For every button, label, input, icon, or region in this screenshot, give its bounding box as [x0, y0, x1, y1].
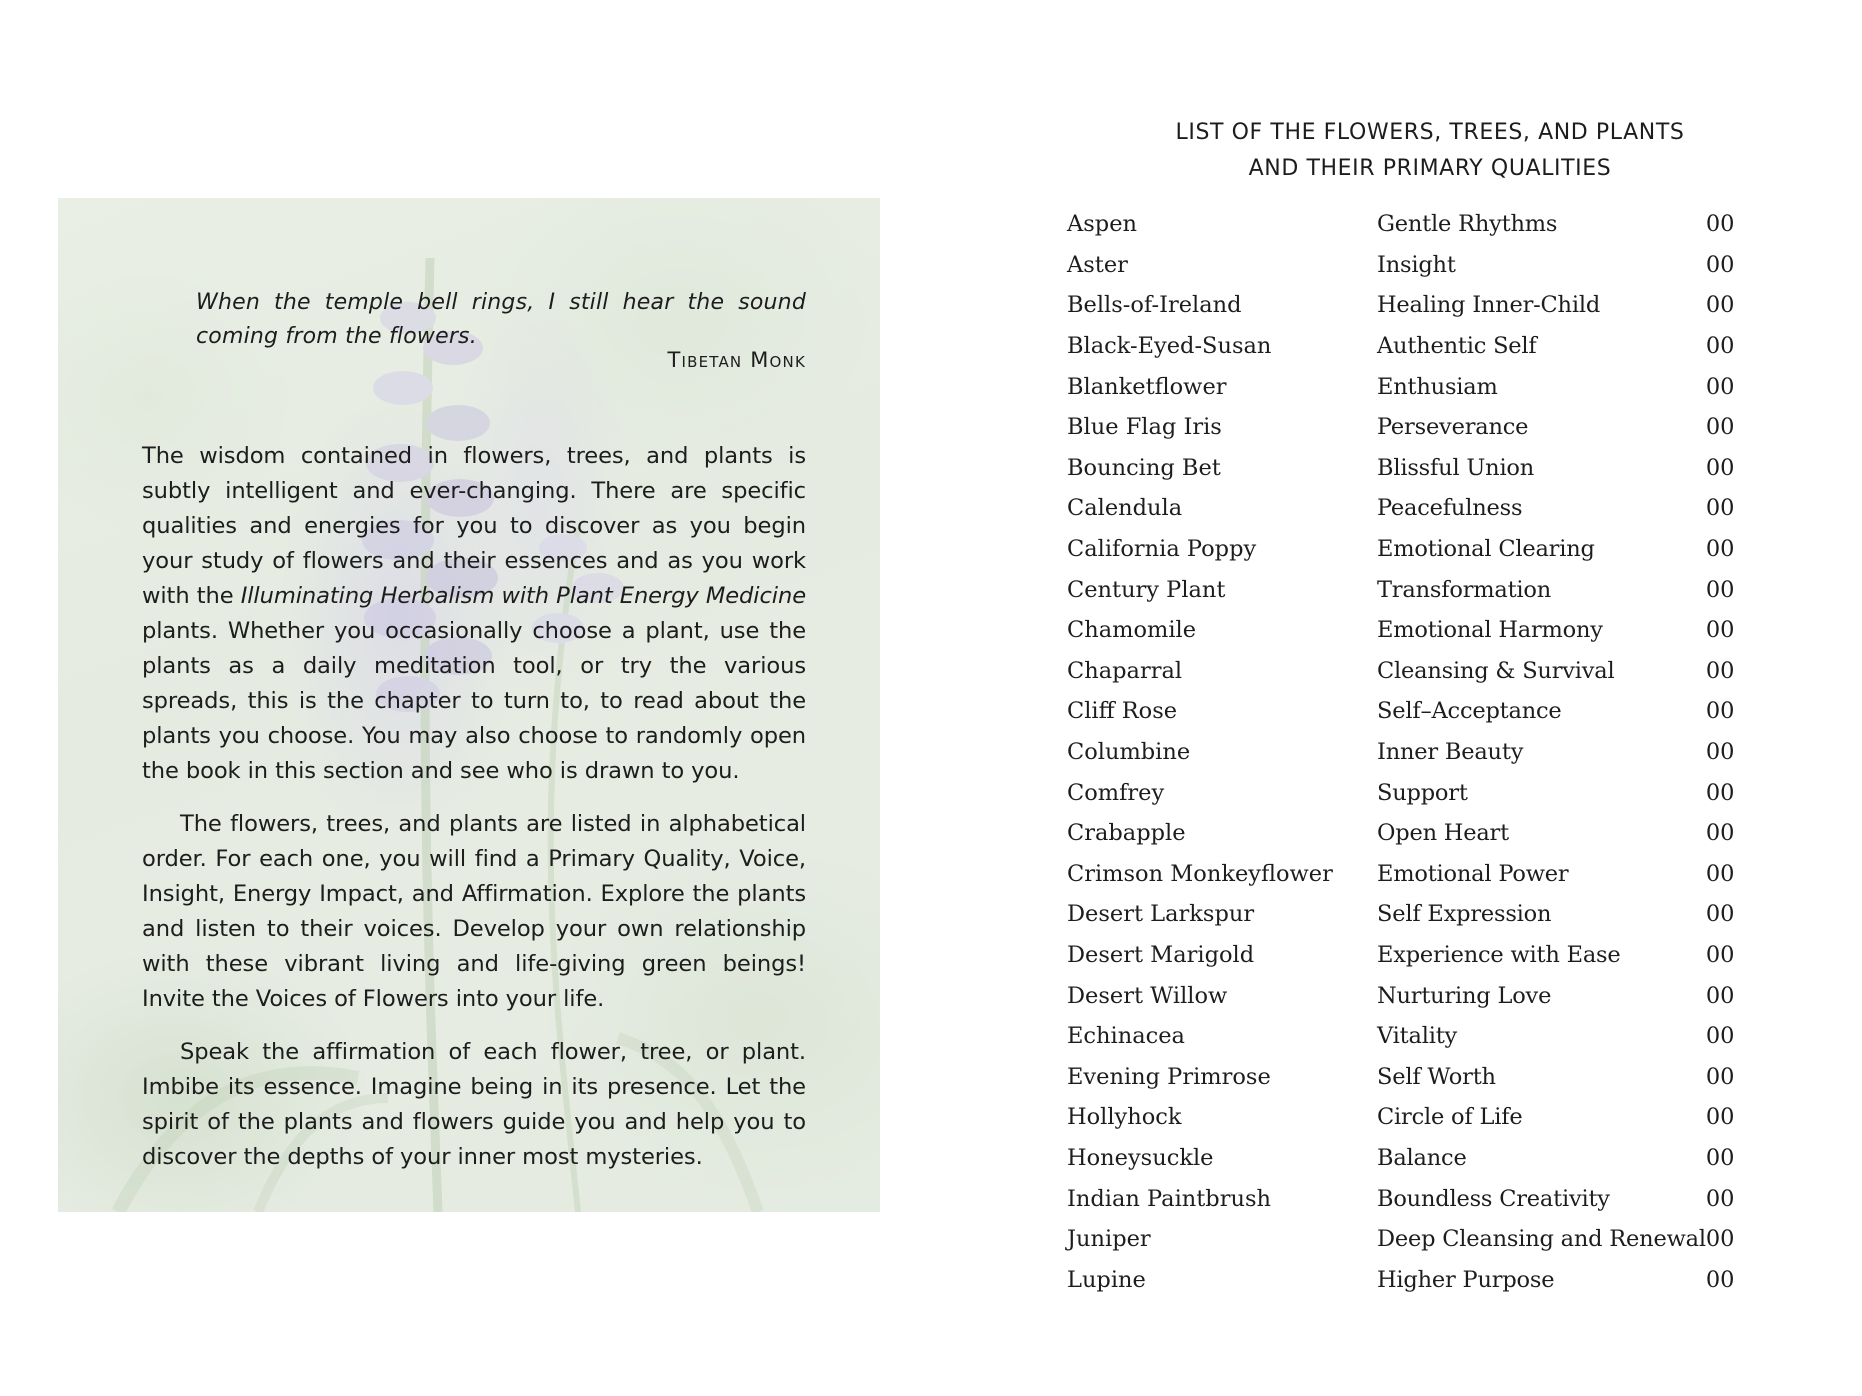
primary-quality: Nurturing Love [1377, 982, 1552, 1009]
page-number: 00 [1705, 820, 1735, 847]
page-number: 00 [1705, 657, 1735, 684]
plant-name: Aspen [1067, 211, 1138, 238]
list-title-line-1: LIST OF THE FLOWERS, TREES, AND PLANTS [1175, 120, 1685, 145]
primary-quality: Deep Cleansing and Renewal [1377, 1226, 1706, 1253]
table-row [1067, 975, 1756, 1016]
primary-quality: Emotional Power [1377, 860, 1569, 887]
page-number: 00 [1705, 617, 1735, 644]
primary-quality: Emotional Clearing [1377, 536, 1595, 563]
page-number: 00 [1705, 495, 1735, 522]
page-number: 00 [1705, 454, 1735, 481]
left-page-panel [58, 198, 880, 1212]
page-number: 00 [1705, 333, 1735, 360]
primary-quality: Transformation [1377, 576, 1552, 603]
page-number: 00 [1705, 414, 1735, 441]
page-number: 00 [1705, 739, 1735, 766]
table-row [1067, 1056, 1756, 1097]
primary-quality: Blissful Union [1377, 454, 1535, 481]
table-row [1067, 1138, 1756, 1179]
plant-name: Hollyhock [1067, 1104, 1182, 1131]
plant-name: Crabapple [1067, 820, 1186, 847]
primary-quality: Perseverance [1377, 414, 1529, 441]
plant-name: Comfrey [1067, 779, 1165, 806]
primary-quality: Authentic Self [1377, 333, 1537, 360]
table-row [1067, 894, 1756, 935]
plant-name: California Poppy [1067, 536, 1257, 563]
list-title-line-2: AND THEIR PRIMARY QUALITIES [1248, 156, 1612, 181]
table-row [1067, 245, 1756, 286]
table-row [1067, 204, 1756, 245]
plant-name: Bouncing Bet [1067, 454, 1221, 481]
plant-name: Aster [1067, 251, 1128, 278]
primary-quality: Boundless Creativity [1377, 1185, 1610, 1212]
table-row [1067, 691, 1756, 732]
primary-quality: Healing Inner-Child [1377, 292, 1601, 319]
paragraph-3: Speak the affirmation of each flower, tree, or plant. Imbibe its essence. Imagine being in its presence. Let the spirit of the plants and flowers guide you and help you to discover the depths of your inner most mysteries. [142, 1039, 806, 1170]
plant-name: Echinacea [1067, 1023, 1185, 1050]
plant-name: Desert Marigold [1067, 941, 1255, 968]
primary-quality: Peacefulness [1377, 495, 1523, 522]
primary-quality: Self–Acceptance [1377, 698, 1562, 725]
table-row [1067, 1219, 1756, 1260]
plant-name: Honeysuckle [1067, 1144, 1214, 1171]
table-row [1067, 569, 1756, 610]
primary-quality: Gentle Rhythms [1377, 211, 1558, 238]
table-row [1067, 285, 1756, 326]
plant-name: Century Plant [1067, 576, 1226, 603]
primary-quality: Inner Beauty [1377, 739, 1524, 766]
page-number: 00 [1705, 901, 1735, 928]
table-row [1067, 772, 1756, 813]
plant-qualities-rows [1067, 204, 1756, 1300]
table-row [1067, 529, 1756, 570]
page-number: 00 [1705, 373, 1735, 400]
table-row [1067, 854, 1756, 895]
plant-name: Cliff Rose [1067, 698, 1178, 725]
page-number: 00 [1705, 251, 1735, 278]
plant-name: Chamomile [1067, 617, 1197, 644]
intro-body-text [142, 439, 806, 1193]
table-row [1067, 935, 1756, 976]
page-number: 00 [1705, 1144, 1735, 1171]
page-number: 00 [1705, 779, 1735, 806]
plant-name: Evening Primrose [1067, 1063, 1271, 1090]
page-number: 00 [1705, 292, 1735, 319]
paragraph-2: The flowers, trees, and plants are listed in alphabetical order. For each one, you will find a Primary Quality, Voice, Insight, Energy Impact, and Affirmation. Explore the plants and listen to their voices. Develop your own relationship with these vibrant living and life-giving green beings! Invite the Voices of Flowers into your life. [142, 811, 806, 1012]
epigraph-author: Tibetan Monk [667, 348, 806, 372]
primary-quality: Enthusiam [1377, 373, 1498, 400]
table-row [1067, 1016, 1756, 1057]
page-number: 00 [1705, 1063, 1735, 1090]
primary-quality: Cleansing & Survival [1377, 657, 1615, 684]
primary-quality: Balance [1377, 1144, 1467, 1171]
plant-name: Blue Flag Iris [1067, 414, 1222, 441]
primary-quality: Support [1377, 779, 1468, 806]
plant-name: Calendula [1067, 495, 1183, 522]
book-title-italic: Illuminating Herbalism with Plant Energy Medicine [240, 583, 806, 609]
page-number: 00 [1705, 1104, 1735, 1131]
table-row [1067, 813, 1756, 854]
primary-quality: Open Heart [1377, 820, 1509, 847]
primary-quality: Experience with Ease [1377, 941, 1621, 968]
table-row [1067, 448, 1756, 489]
paragraph-1: The wisdom contained in flowers, trees, and plants is subtly intelligent and ever-changing. There are specific qualities and energies for you to discover as you begin your study of flowers and their essences and as you work with the Illuminating Herbalism with Plant Energy Medicine plants. Whether you occasionally choose a plant, use the plants as a daily meditation tool, or try the various spreads, this is the chapter to turn to, to read about the plants you choose. You may also choose to randomly open the book in this section and see who is drawn to you. [142, 443, 806, 784]
plant-name: Bells-of-Ireland [1067, 292, 1242, 319]
primary-quality: Self Worth [1377, 1063, 1496, 1090]
table-row [1067, 651, 1756, 692]
table-row [1067, 366, 1756, 407]
page-number: 00 [1705, 941, 1735, 968]
table-row [1067, 1178, 1756, 1219]
page-number: 00 [1705, 576, 1735, 603]
plant-name: Crimson Monkeyflower [1067, 860, 1333, 887]
primary-quality: Emotional Harmony [1377, 617, 1603, 644]
table-row [1067, 610, 1756, 651]
page-number: 00 [1705, 1266, 1735, 1293]
plant-name: Columbine [1067, 739, 1191, 766]
page-number: 00 [1705, 698, 1735, 725]
table-row [1067, 407, 1756, 448]
plant-name: Juniper [1067, 1226, 1151, 1253]
epigraph-quote: When the temple bell rings, I still hear the sound coming from the flowers. [196, 290, 806, 349]
page-number: 00 [1705, 1185, 1735, 1212]
plant-name: Blanketflower [1067, 373, 1227, 400]
page-number: 00 [1705, 1226, 1735, 1253]
list-title [1075, 115, 1785, 187]
table-row [1067, 732, 1756, 773]
table-row [1067, 326, 1756, 367]
primary-quality: Self Expression [1377, 901, 1552, 928]
page-number: 00 [1705, 860, 1735, 887]
table-row [1067, 488, 1756, 529]
plant-name: Lupine [1067, 1266, 1146, 1293]
plant-name: Chaparral [1067, 657, 1183, 684]
primary-quality: Vitality [1377, 1023, 1458, 1050]
primary-quality: Circle of Life [1377, 1104, 1523, 1131]
plant-name: Indian Paintbrush [1067, 1185, 1271, 1212]
plant-name: Desert Willow [1067, 982, 1228, 1009]
table-row [1067, 1097, 1756, 1138]
plant-qualities-table [1067, 204, 1756, 1300]
primary-quality: Higher Purpose [1377, 1266, 1555, 1293]
plant-name: Black-Eyed-Susan [1067, 333, 1272, 360]
page-number: 00 [1705, 1023, 1735, 1050]
primary-quality: Insight [1377, 251, 1456, 278]
table-row [1067, 1259, 1756, 1300]
page-number: 00 [1705, 982, 1735, 1009]
page-number: 00 [1705, 211, 1735, 238]
plant-name: Desert Larkspur [1067, 901, 1255, 928]
page-number: 00 [1705, 536, 1735, 563]
